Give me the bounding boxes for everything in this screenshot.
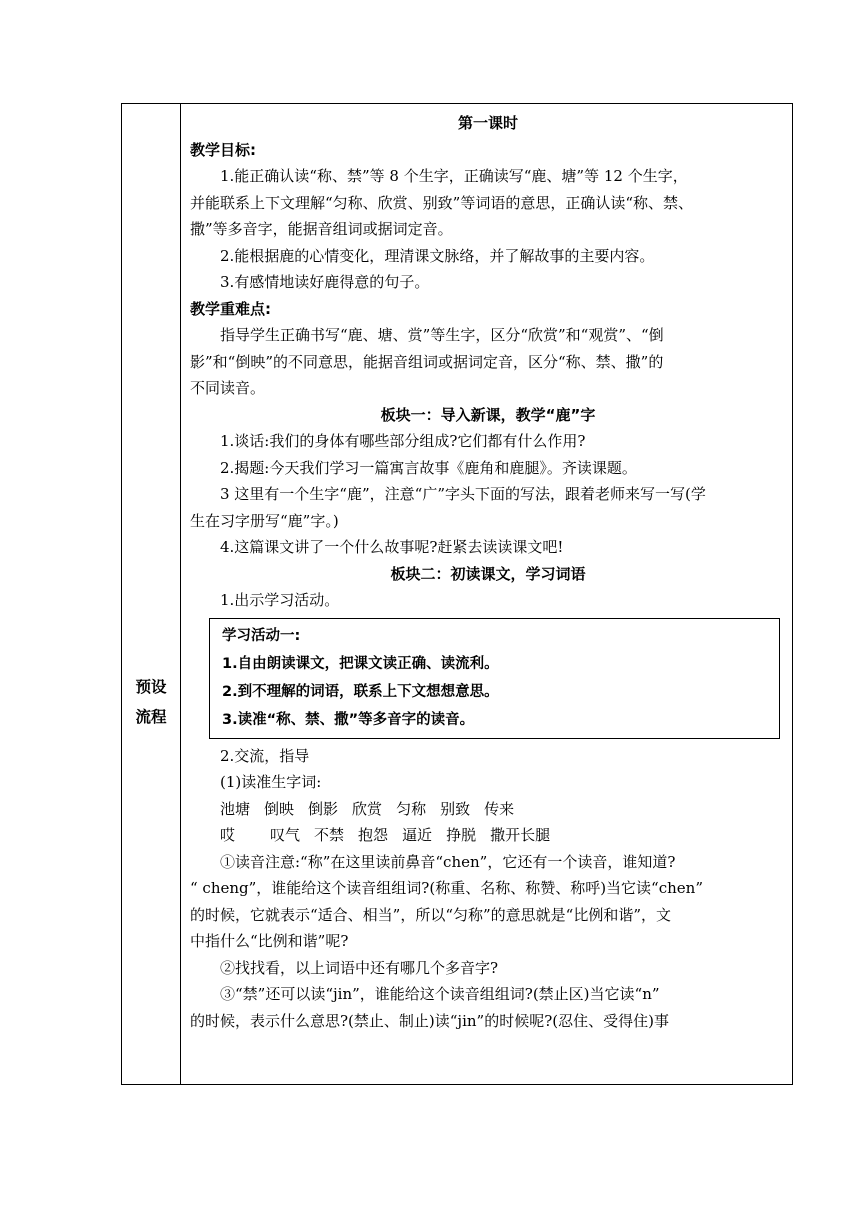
note-3-line-1: ③“禁”还可以读“jin”，谁能给这个读音组组词?(禁止区)当它读“n” bbox=[220, 985, 660, 1003]
goals-heading: 教学目标: bbox=[190, 140, 256, 159]
block-2-subitem-1: (1)读准生字词: bbox=[220, 773, 322, 791]
block-1-item-4: 4.这篇课文讲了一个什么故事呢?赶紧去读读课文吧! bbox=[220, 538, 564, 556]
word-item: 倒影 bbox=[308, 799, 339, 818]
word-item: 池塘 bbox=[220, 799, 251, 818]
lesson-table bbox=[121, 103, 793, 1085]
activity-box bbox=[209, 618, 780, 739]
word-item: 传来 bbox=[484, 799, 515, 818]
note-1-line-2: “ cheng”，谁能给这个读音组组词?(称重、名称、称赞、称呼)当它读“chen” bbox=[190, 879, 703, 897]
note-1-line-4: 中指什么“比例和谐”呢? bbox=[190, 932, 349, 950]
word-item: 叹气 bbox=[270, 826, 301, 844]
word-item: 不禁 bbox=[314, 826, 345, 844]
note-1-line-3: 的时候，它就表示“适合、相当”，所以“匀称”的意思就是“比例和谐”，文 bbox=[190, 905, 672, 924]
activity-title: 学习活动一: bbox=[222, 627, 301, 644]
activity-item-2: 2.到不理解的词语，联系上下文想想意思。 bbox=[222, 683, 499, 700]
block-2-title: 板块二：初读课文，学习词语 bbox=[390, 564, 586, 583]
column-divider bbox=[180, 104, 181, 1084]
note-3-line-2: 的时候，表示什么意思?(禁止、制止)读“jin”的时候呢?(忍住、受得住)事 bbox=[190, 1011, 669, 1030]
word-item: 撒开长腿 bbox=[490, 826, 551, 844]
activity-item-1: 1.自由朗读课文，把课文读正确、读流利。 bbox=[222, 655, 499, 672]
difficulty-line-1: 指导学生正确书写“鹿、塘、赏”等生字，区分“欣赏”和“观赏”、“倒 bbox=[220, 326, 664, 344]
block-1-item-1: 1.谈话:我们的身体有哪些部分组成?它们都有什么作用? bbox=[220, 432, 586, 450]
word-item: 挣脱 bbox=[446, 826, 477, 844]
goal-2: 2.能根据鹿的心情变化，理清课文脉络，并了解故事的主要内容。 bbox=[220, 246, 655, 265]
note-1-line-1: ①读音注意:“称”在这里读前鼻音“chen”，它还有一个读音，谁知道? bbox=[220, 852, 676, 871]
difficulty-line-2: 影”和“倒映”的不同意思，能据音组词或据词定音，区分“称、禁、撒”的 bbox=[190, 352, 664, 371]
block-1-item-2: 2.揭题:今天我们学习一篇寓言故事《鹿角和鹿腿》。齐读课题。 bbox=[220, 458, 637, 477]
difficulty-line-3: 不同读音。 bbox=[190, 379, 266, 397]
word-item: 欣赏 bbox=[352, 799, 383, 818]
word-item: 抱怨 bbox=[358, 826, 389, 844]
lesson-title: 第一课时 bbox=[457, 114, 518, 132]
difficulty-heading: 教学重难点: bbox=[190, 299, 271, 318]
goal-1-line-1: 1.能正确认读“称、禁”等 8 个生字，正确读写“鹿、塘”等 12 个生字， bbox=[220, 167, 688, 185]
note-2: ②找找看，以上词语中还有哪几个多音字? bbox=[220, 958, 499, 977]
word-item: 别致 bbox=[440, 799, 471, 818]
block-1-title: 板块一：导入新课，教学“鹿”字 bbox=[380, 405, 596, 424]
block-1-item-3-line-1: 3 这里有一个生字“鹿”，注意“广”字头下面的写法，跟着老师来写一写(学 bbox=[220, 485, 706, 503]
content-cell bbox=[190, 110, 786, 1034]
goal-3: 3.有感情地读好鹿得意的句子。 bbox=[220, 273, 430, 291]
activity-item-3: 3.读准“称、禁、撒”等多音字的读音。 bbox=[222, 711, 475, 728]
row-label bbox=[122, 672, 180, 732]
word-item: 匀称 bbox=[396, 799, 427, 818]
word-list-row-2 bbox=[190, 822, 786, 849]
word-list-row-1 bbox=[190, 796, 786, 823]
goal-1-line-3: 撒”等多音字，能据音组词或据词定音。 bbox=[190, 220, 453, 238]
word-item: 哎 bbox=[220, 826, 236, 844]
goal-1-line-2: 并能联系上下文理解“匀称、欣赏、别致”等词语的意思，正确认读“称、禁、 bbox=[190, 193, 694, 212]
word-item: 倒映 bbox=[264, 799, 295, 818]
word-item: 逼近 bbox=[402, 826, 433, 844]
row-label-line-1: 预设 bbox=[135, 678, 167, 696]
block-1-item-3-line-2: 生在习字册写“鹿”字。) bbox=[190, 511, 339, 530]
block-2-item-1: 1.出示学习活动。 bbox=[220, 591, 340, 609]
row-label-line-2: 流程 bbox=[135, 708, 167, 726]
block-2-item-2: 2.交流，指导 bbox=[220, 746, 310, 765]
